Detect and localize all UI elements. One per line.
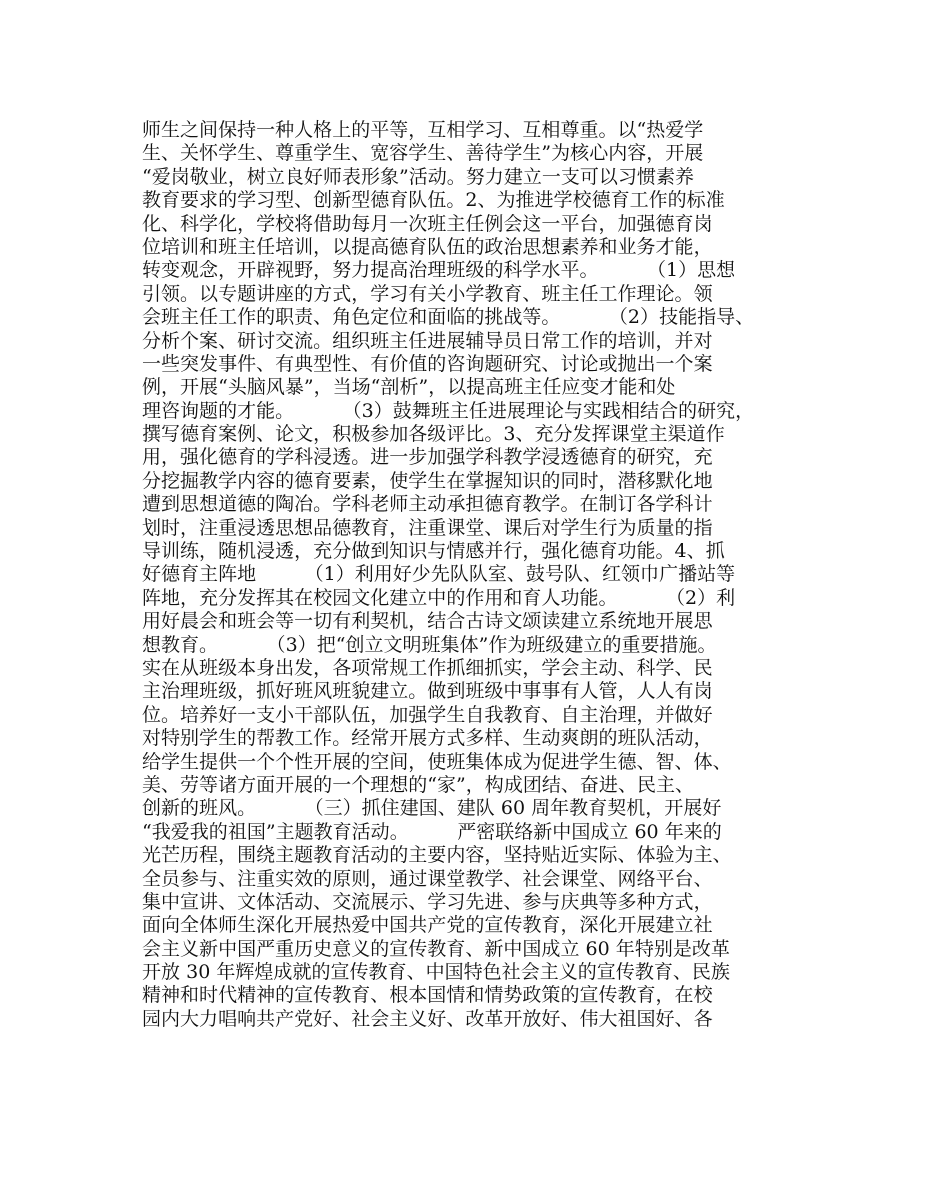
text-line: 实在从班级本身出发，各项常规工作抓细抓实，学会主动、科学、民: [142, 656, 713, 679]
text-line: 划时，注重浸透思想品德教育，注重课堂、课后对学生行为质量的指: [142, 516, 713, 539]
text-line: 全员参与、注重实效的原则，通过课堂教学、社会课堂、网络平台、: [142, 867, 713, 890]
text-line: 创新的班风。 （三）抓住建国、建队 60 周年教育契机，开展好: [142, 797, 722, 820]
text-line: 理咨询题的才能。 （3）鼓舞班主任进展理论与实践相结合的研究，: [142, 399, 755, 422]
text-line: 师生之间保持一种人格上的平等，互相学习、互相尊重。以“热爱学: [142, 119, 704, 141]
text-line: 教育要求的学习型、创新型德育队伍。2、为推进学校德育工作的标准: [142, 189, 725, 212]
text-line: 开放 30 年辉煌成就的宣传教育、中国特色社会主义的宣传教育、民族: [142, 961, 730, 984]
text-line: 转变观念，开辟视野，努力提高治理班级的科学水平。 （1）思想: [142, 259, 736, 282]
text-line: 阵地，充分发挥其在校园文化建立中的作用和育人功能。 （2）利: [142, 586, 736, 609]
text-line: 分析个案、研讨交流。组织班主任进展辅导员日常工作的培训，并对: [142, 329, 713, 352]
text-line: 用好晨会和班会等一切有利契机，结合古诗文颂读建立系统地开展思: [142, 610, 713, 633]
text-line: 精神和时代精神的宣传教育、根本国情和情势政策的宣传教育，在校: [142, 984, 713, 1007]
text-line: 例，开展“头脑风暴”，当场“剖析”，以提高班主任应变才能和处: [142, 376, 676, 399]
text-line: 导训练，随机浸透，充分做到知识与情感并行，强化德育功能。4、抓: [142, 540, 725, 563]
text-line: 用，强化德育的学科浸透。进一步加强学科教学浸透德育的研究，充: [142, 446, 713, 469]
text-line: 撰写德育案例、论文，积极参加各级评比。3、充分发挥课堂主渠道作: [142, 423, 725, 446]
text-line: 分挖掘教学内容的德育要素，使学生在掌握知识的同时，潜移默化地: [142, 469, 713, 492]
text-line: 好德育主阵地 （1）利用好少先队队室、鼓号队、红领巾广播站等: [142, 563, 736, 586]
text-line: 会班主任工作的职责、角色定位和面临的挑战等。 （2）技能指导、: [142, 306, 755, 329]
text-line: 遭到思想道德的陶冶。学科老师主动承担德育教学。在制订各学科计: [142, 493, 713, 516]
text-line: 对特别学生的帮教工作。经常开展方式多样、生动爽朗的班队活动，: [142, 727, 713, 750]
text-line: 生、关怀学生、尊重学生、宽容学生、善待学生”为核心内容，开展: [142, 142, 704, 165]
text-line: “爱岗敬业，树立良好师表形象”活动。努力建立一支可以习惯素养: [142, 165, 695, 188]
document-body-text: [142, 119, 812, 1031]
text-line: “我爱我的祖国”主题教育活动。 严密联络新中国成立 60 年来的: [142, 820, 722, 843]
text-line: 位。培养好一支小干部队伍，加强学生自我教育、自主治理，并做好: [142, 703, 713, 726]
text-line: 一些突发事件、有典型性、有价值的咨询题研究、讨论或抛出一个案: [142, 352, 713, 375]
text-line: 集中宣讲、文体活动、交流展示、学习先进、参与庆典等多种方式，: [142, 890, 713, 913]
text-line: 园内大力唱响共产党好、社会主义好、改革开放好、伟大祖国好、各: [142, 1007, 713, 1030]
text-line: 想教育。 （3）把“创立文明班集体”作为班级建立的重要措施。: [142, 633, 717, 656]
text-line: 化、科学化，学校将借助每月一次班主任例会这一平台，加强德育岗: [142, 212, 713, 235]
text-line: 引领。以专题讲座的方式，学习有关小学教育、班主任工作理论。领: [142, 282, 713, 305]
text-line: 给学生提供一个个性开展的空间，使班集体成为促进学生德、智、体、: [142, 750, 732, 773]
text-line: 面向全体师生深化开展热爱中国共产党的宣传教育，深化开展建立社: [142, 914, 713, 937]
text-line: 主治理班级，抓好班风班貌建立。做到班级中事事有人管，人人有岗: [142, 680, 713, 703]
text-line: 美、劳等诸方面开展的一个理想的“家”，构成团结、奋进、民主、: [142, 773, 695, 796]
text-line: 位培训和班主任培训，以提高德育队伍的政治思想素养和业务才能，: [142, 235, 713, 258]
text-line: 光芒历程，围绕主题教育活动的主要内容，坚持贴近实际、体验为主、: [142, 844, 732, 867]
text-line: 会主义新中国严重历史意义的宣传教育、新中国成立 60 年特别是改革: [142, 937, 730, 960]
